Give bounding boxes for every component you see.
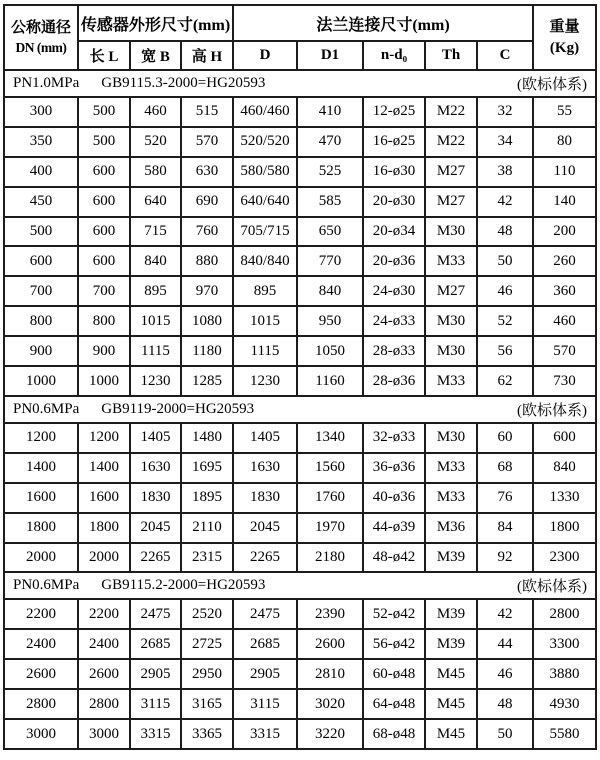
section-header-content [13, 73, 587, 94]
header-weight-label: 重量 [549, 19, 580, 36]
cell-weight: 840 [533, 453, 596, 483]
section-standard-note: (欧标体系) [517, 402, 588, 419]
cell-d: 1015 [233, 306, 297, 336]
header-nominal-diameter [4, 5, 78, 70]
cell-width-b: 1830 [130, 483, 181, 513]
data-row [4, 306, 596, 336]
cell-weight: 360 [533, 276, 596, 306]
cell-dn: 2600 [4, 659, 78, 689]
cell-dn: 2800 [4, 689, 78, 719]
cell-length-l: 800 [78, 306, 130, 336]
cell-d: 2045 [233, 513, 297, 543]
cell-d: 3115 [233, 689, 297, 719]
cell-n-d0: 16-ø25 [363, 127, 425, 157]
cell-length-l: 600 [78, 157, 130, 187]
cell-d1: 2180 [297, 543, 363, 573]
cell-th: M45 [425, 719, 477, 749]
cell-height-h: 515 [181, 97, 233, 127]
cell-c: 84 [477, 513, 533, 543]
cell-n-d0: 44-ø39 [363, 513, 425, 543]
cell-d: 2475 [233, 599, 297, 629]
cell-th: M30 [425, 423, 477, 453]
cell-width-b: 520 [130, 127, 181, 157]
cell-dn: 1200 [4, 423, 78, 453]
cell-height-h: 1895 [181, 483, 233, 513]
cell-n-d0: 28-ø36 [363, 366, 425, 396]
cell-weight: 260 [533, 246, 596, 276]
cell-d: 3315 [233, 719, 297, 749]
header-col-th: Th [425, 41, 477, 70]
header-col-c: C [477, 41, 533, 70]
data-row [4, 127, 596, 157]
cell-c: 68 [477, 453, 533, 483]
cell-weight: 2800 [533, 599, 596, 629]
cell-d1: 1050 [297, 336, 363, 366]
table-body [4, 70, 596, 749]
cell-dn: 800 [4, 306, 78, 336]
section-header-row [4, 572, 596, 599]
cell-length-l: 600 [78, 187, 130, 217]
cell-height-h: 2950 [181, 659, 233, 689]
cell-n-d0: 40-ø36 [363, 483, 425, 513]
data-row [4, 157, 596, 187]
cell-c: 62 [477, 366, 533, 396]
cell-length-l: 500 [78, 127, 130, 157]
data-row [4, 336, 596, 366]
cell-height-h: 3365 [181, 719, 233, 749]
table-header [4, 5, 596, 70]
section-pressure-rating: PN0.6MPa [12, 400, 80, 417]
cell-height-h: 970 [181, 276, 233, 306]
cell-weight: 1330 [533, 483, 596, 513]
cell-height-h: 1285 [181, 366, 233, 396]
cell-n-d0: 20-ø36 [363, 246, 425, 276]
cell-c: 92 [477, 543, 533, 573]
cell-th: M33 [425, 453, 477, 483]
header-col-d1: D1 [297, 41, 363, 70]
cell-n-d0: 24-ø30 [363, 276, 425, 306]
cell-length-l: 2400 [78, 629, 130, 659]
cell-weight: 200 [533, 217, 596, 247]
cell-width-b: 460 [130, 97, 181, 127]
cell-d1: 950 [297, 306, 363, 336]
section-standard-code: GB9119-2000=HG20593 [101, 400, 255, 417]
cell-d1: 1160 [297, 366, 363, 396]
cell-dn: 700 [4, 276, 78, 306]
cell-d1: 470 [297, 127, 363, 157]
cell-th: M27 [425, 276, 477, 306]
header-flange-connection-group: 法兰连接尺寸(mm) [233, 5, 533, 41]
data-row [4, 453, 596, 483]
data-row [4, 276, 596, 306]
data-row [4, 246, 596, 276]
cell-d: 1115 [233, 336, 297, 366]
cell-d1: 2600 [297, 629, 363, 659]
cell-c: 48 [477, 217, 533, 247]
cell-weight: 460 [533, 306, 596, 336]
section-standard-note: (欧标体系) [517, 579, 588, 596]
cell-d1: 770 [297, 246, 363, 276]
data-row [4, 423, 596, 453]
cell-height-h: 1080 [181, 306, 233, 336]
cell-c: 50 [477, 719, 533, 749]
cell-weight: 80 [533, 127, 596, 157]
cell-d: 1405 [233, 423, 297, 453]
cell-width-b: 580 [130, 157, 181, 187]
cell-n-d0: 12-ø25 [363, 97, 425, 127]
cell-height-h: 630 [181, 157, 233, 187]
cell-length-l: 1200 [78, 423, 130, 453]
cell-d1: 3220 [297, 719, 363, 749]
cell-width-b: 2265 [130, 543, 181, 573]
cell-length-l: 2000 [78, 543, 130, 573]
cell-height-h: 690 [181, 187, 233, 217]
cell-dn: 1600 [4, 483, 78, 513]
cell-dn: 450 [4, 187, 78, 217]
cell-d1: 1970 [297, 513, 363, 543]
cell-th: M33 [425, 366, 477, 396]
cell-d: 1830 [233, 483, 297, 513]
cell-d1: 840 [297, 276, 363, 306]
cell-dn: 400 [4, 157, 78, 187]
cell-width-b: 640 [130, 187, 181, 217]
section-pressure-rating: PN1.0MPa [12, 74, 80, 91]
cell-c: 60 [477, 423, 533, 453]
cell-width-b: 2475 [130, 599, 181, 629]
cell-weight: 140 [533, 187, 596, 217]
cell-length-l: 2600 [78, 659, 130, 689]
cell-dn: 500 [4, 217, 78, 247]
cell-th: M27 [425, 157, 477, 187]
section-standard-note: (欧标体系) [517, 76, 588, 93]
cell-c: 46 [477, 276, 533, 306]
cell-d1: 2390 [297, 599, 363, 629]
cell-c: 76 [477, 483, 533, 513]
cell-weight: 110 [533, 157, 596, 187]
cell-d1: 1560 [297, 453, 363, 483]
cell-d1: 650 [297, 217, 363, 247]
cell-th: M45 [425, 659, 477, 689]
cell-th: M39 [425, 543, 477, 573]
data-row [4, 629, 596, 659]
cell-width-b: 1230 [130, 366, 181, 396]
cell-dn: 1800 [4, 513, 78, 543]
cell-n-d0: 68-ø48 [363, 719, 425, 749]
cell-n-d0: 56-ø42 [363, 629, 425, 659]
cell-th: M39 [425, 599, 477, 629]
cell-n-d0: 24-ø33 [363, 306, 425, 336]
section-pressure-rating: PN0.6MPa [12, 577, 80, 594]
cell-c: 38 [477, 157, 533, 187]
cell-d1: 585 [297, 187, 363, 217]
section-header-row [4, 396, 596, 423]
cell-weight: 5580 [533, 719, 596, 749]
cell-weight: 3300 [533, 629, 596, 659]
header-nominal-diameter-label: 公称通径 [10, 20, 71, 37]
data-row [4, 366, 596, 396]
cell-dn: 1400 [4, 453, 78, 483]
cell-d: 895 [233, 276, 297, 306]
cell-n-d0: 32-ø33 [363, 423, 425, 453]
cell-d: 840/840 [233, 246, 297, 276]
cell-dn: 1000 [4, 366, 78, 396]
data-row [4, 543, 596, 573]
cell-th: M33 [425, 483, 477, 513]
cell-width-b: 1405 [130, 423, 181, 453]
cell-n-d0: 16-ø30 [363, 157, 425, 187]
cell-d: 520/520 [233, 127, 297, 157]
cell-n-d0: 20-ø30 [363, 187, 425, 217]
cell-d: 2685 [233, 629, 297, 659]
data-row [4, 187, 596, 217]
cell-height-h: 570 [181, 127, 233, 157]
cell-width-b: 715 [130, 217, 181, 247]
cell-dn: 900 [4, 336, 78, 366]
cell-d: 705/715 [233, 217, 297, 247]
data-row [4, 217, 596, 247]
section-header-cell [4, 396, 596, 423]
cell-height-h: 2725 [181, 629, 233, 659]
cell-c: 42 [477, 187, 533, 217]
cell-length-l: 1600 [78, 483, 130, 513]
cell-d: 2905 [233, 659, 297, 689]
header-col-width-b: 宽 B [130, 41, 181, 70]
data-row [4, 483, 596, 513]
cell-c: 56 [477, 336, 533, 366]
header-weight-unit: (Kg) [549, 39, 580, 56]
cell-th: M22 [425, 97, 477, 127]
header-row-subcolumns [4, 41, 596, 70]
cell-dn: 2200 [4, 599, 78, 629]
cell-height-h: 3165 [181, 689, 233, 719]
section-header-cell [4, 70, 596, 97]
cell-n-d0: 36-ø36 [363, 453, 425, 483]
data-row [4, 659, 596, 689]
cell-length-l: 2800 [78, 689, 130, 719]
flange-spec-table [3, 4, 597, 750]
cell-dn: 3000 [4, 719, 78, 749]
cell-height-h: 2315 [181, 543, 233, 573]
header-col-n-d0: n-d₀ [363, 41, 425, 70]
cell-width-b: 895 [130, 276, 181, 306]
cell-length-l: 600 [78, 217, 130, 247]
cell-length-l: 900 [78, 336, 130, 366]
cell-length-l: 1000 [78, 366, 130, 396]
cell-n-d0: 60-ø48 [363, 659, 425, 689]
cell-width-b: 1115 [130, 336, 181, 366]
cell-d1: 1340 [297, 423, 363, 453]
cell-height-h: 1180 [181, 336, 233, 366]
cell-weight: 4930 [533, 689, 596, 719]
header-col-d: D [233, 41, 297, 70]
cell-n-d0: 20-ø34 [363, 217, 425, 247]
cell-c: 50 [477, 246, 533, 276]
cell-dn: 600 [4, 246, 78, 276]
section-header-content [13, 575, 587, 596]
cell-d1: 2810 [297, 659, 363, 689]
cell-d: 2265 [233, 543, 297, 573]
cell-c: 48 [477, 689, 533, 719]
header-col-height-h: 高 H [181, 41, 233, 70]
cell-length-l: 1400 [78, 453, 130, 483]
cell-n-d0: 48-ø42 [363, 543, 425, 573]
cell-th: M36 [425, 513, 477, 543]
cell-c: 52 [477, 306, 533, 336]
data-row [4, 599, 596, 629]
cell-th: M22 [425, 127, 477, 157]
cell-c: 32 [477, 97, 533, 127]
cell-height-h: 2520 [181, 599, 233, 629]
cell-dn: 350 [4, 127, 78, 157]
cell-width-b: 1630 [130, 453, 181, 483]
cell-width-b: 840 [130, 246, 181, 276]
cell-length-l: 700 [78, 276, 130, 306]
section-standard-code: GB9115.3-2000=HG20593 [101, 74, 266, 91]
cell-th: M27 [425, 187, 477, 217]
data-row [4, 513, 596, 543]
cell-weight: 2300 [533, 543, 596, 573]
cell-length-l: 2200 [78, 599, 130, 629]
cell-d1: 1760 [297, 483, 363, 513]
cell-th: M45 [425, 689, 477, 719]
cell-n-d0: 28-ø33 [363, 336, 425, 366]
cell-c: 46 [477, 659, 533, 689]
cell-c: 44 [477, 629, 533, 659]
cell-height-h: 1480 [181, 423, 233, 453]
section-standard-code: GB9115.2-2000=HG20593 [101, 577, 266, 594]
cell-width-b: 1015 [130, 306, 181, 336]
cell-width-b: 2045 [130, 513, 181, 543]
cell-height-h: 760 [181, 217, 233, 247]
cell-width-b: 2905 [130, 659, 181, 689]
cell-width-b: 3315 [130, 719, 181, 749]
cell-d: 460/460 [233, 97, 297, 127]
cell-d: 580/580 [233, 157, 297, 187]
cell-th: M30 [425, 217, 477, 247]
cell-th: M33 [425, 246, 477, 276]
cell-n-d0: 52-ø42 [363, 599, 425, 629]
cell-th: M30 [425, 306, 477, 336]
header-nominal-diameter-unit: DN (mm) [15, 39, 67, 55]
cell-length-l: 500 [78, 97, 130, 127]
cell-weight: 570 [533, 336, 596, 366]
header-weight [533, 5, 596, 70]
header-row-groups [4, 5, 596, 41]
cell-length-l: 600 [78, 246, 130, 276]
cell-width-b: 2685 [130, 629, 181, 659]
cell-weight: 600 [533, 423, 596, 453]
data-row [4, 689, 596, 719]
section-header-content [13, 399, 587, 420]
cell-height-h: 880 [181, 246, 233, 276]
cell-d: 640/640 [233, 187, 297, 217]
data-row [4, 97, 596, 127]
cell-c: 34 [477, 127, 533, 157]
cell-length-l: 3000 [78, 719, 130, 749]
cell-dn: 2000 [4, 543, 78, 573]
cell-c: 42 [477, 599, 533, 629]
cell-weight: 730 [533, 366, 596, 396]
cell-th: M30 [425, 336, 477, 366]
cell-d1: 3020 [297, 689, 363, 719]
cell-d1: 525 [297, 157, 363, 187]
cell-n-d0: 64-ø48 [363, 689, 425, 719]
cell-weight: 55 [533, 97, 596, 127]
cell-width-b: 3115 [130, 689, 181, 719]
cell-weight: 3880 [533, 659, 596, 689]
cell-height-h: 2110 [181, 513, 233, 543]
cell-height-h: 1695 [181, 453, 233, 483]
cell-d: 1630 [233, 453, 297, 483]
header-col-length-l: 长 L [78, 41, 130, 70]
cell-dn: 2400 [4, 629, 78, 659]
cell-d1: 410 [297, 97, 363, 127]
cell-d: 1230 [233, 366, 297, 396]
header-sensor-dimensions-group: 传感器外形尺寸(mm) [78, 5, 233, 41]
cell-th: M39 [425, 629, 477, 659]
cell-weight: 1800 [533, 513, 596, 543]
cell-dn: 300 [4, 97, 78, 127]
cell-length-l: 1800 [78, 513, 130, 543]
data-row [4, 719, 596, 749]
section-header-row [4, 70, 596, 97]
section-header-cell [4, 572, 596, 599]
